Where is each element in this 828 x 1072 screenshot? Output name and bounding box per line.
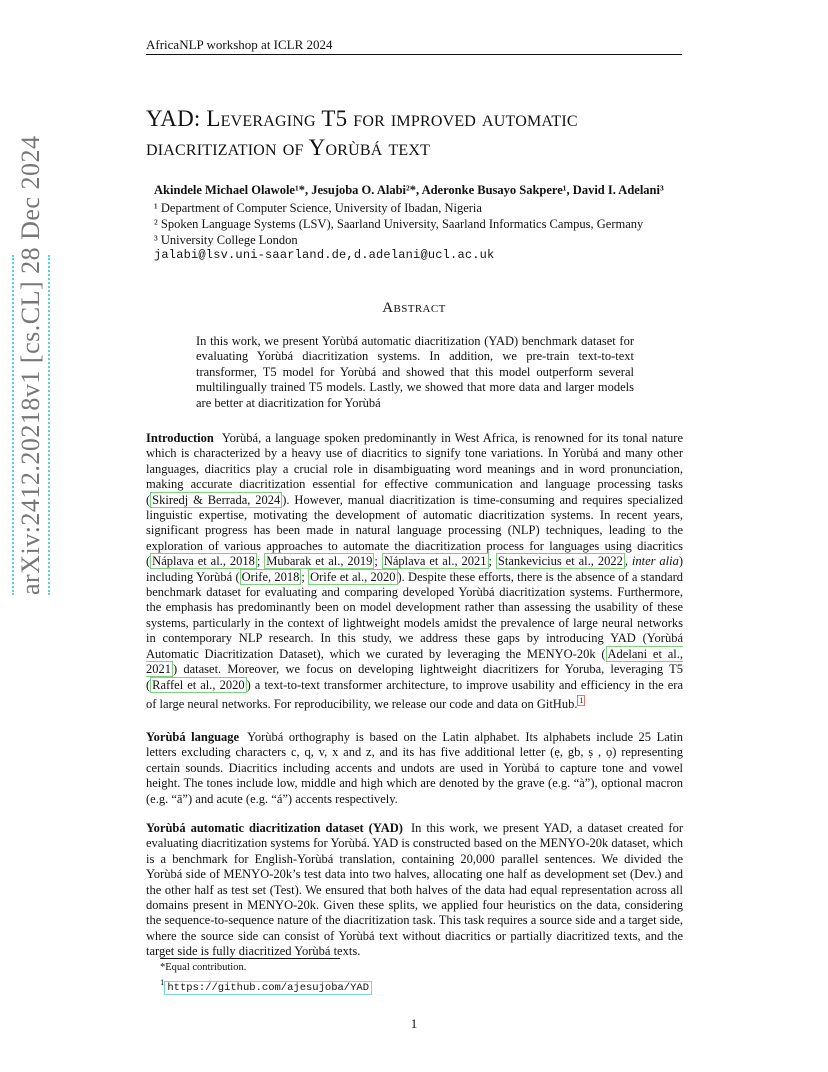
- citation-link[interactable]: Orife, 2018: [241, 569, 300, 584]
- footnote-rule: [160, 958, 340, 959]
- yad-dataset-heading: Yorùbá automatic diacritization dataset (YAD): [146, 821, 403, 835]
- citation-link[interactable]: Mubarak et al., 2019: [266, 554, 373, 569]
- affiliation-1: ¹ Department of Computer Science, University of Ibadan, Nigeria: [154, 201, 482, 215]
- yad-dataset-paragraph: Yorùbá automatic diacritization dataset (YAD) In this work, we present YAD, a dataset created for evaluating diacritization systems for Yorùbá. YAD is constructed based on the MENYO-20k dataset, which is a benchmark for English-Yorùbá translation, containing 20,000 parallel sentences. We divided the Yorùbá side of MENYO-20k’s test data into two halves, allocating one half as development set (Dev.) and the other half as test set (Test). We ensured that both halves of the data had equal representation across all domains present in MENYO-20k. Given these splits, we applied four heuristics on the data, considering the sequence-to-sequence nature of the diacritization task. This task requires a source side and a target side, where the source side can consist of Yorùbá text without diacritics or partially diacritized texts, and the target side is fully diacritized Yorùbá texts.: [146, 821, 683, 959]
- title-line-1: YAD: Leveraging T5 for improved automatic: [146, 106, 578, 131]
- arxiv-id[interactable]: arXiv:2412.20218v1 [cs.CL] 28 Dec 2024: [16, 135, 45, 595]
- page-number: 1: [410, 1016, 418, 1031]
- title-line-2: diacritization of Yorùbá text: [146, 135, 431, 160]
- citation-link[interactable]: Stankevicius et al., 2022: [497, 554, 623, 569]
- paper-title: [146, 104, 706, 162]
- citation-link[interactable]: Adelani et al., 2021: [146, 646, 683, 677]
- author-list: Akindele Michael Olawole¹*, Jesujoba O. Alabi²*, Aderonke Busayo Sakpere¹, David I. Adelani³: [154, 183, 664, 197]
- github-link[interactable]: https://github.com/ajesujoba/YAD: [164, 981, 372, 995]
- yoruba-language-heading: Yorùbá language: [146, 730, 240, 744]
- citation-link[interactable]: Skiredj & Berrada, 2024: [152, 492, 281, 507]
- footnote-link[interactable]: 1: [579, 695, 584, 705]
- affiliation-3: ³ University College London: [154, 233, 298, 247]
- intro-paragraph: Introduction Yorùbá, a language spoken predominantly in West Africa, is renowned for its tonal nature which is characterized by a heavy use of diacritics to signify tone variations. In Yorùbá and many other languages, diacritics play a crucial role in disambiguating word meanings and in word pronunciation, making accurate diacritization essential for effective communication and language processing tasks ( Skiredj & Berrada, 2024 ). However, manual diacritization is time-consuming and requires specialized linguistic expertise, motivating the development of automatic diacritization systems. In recent years, significant progress has been made in natural language processing (NLP) techniques, leading to the exploration of various approaches to automate the diacritization process for languages using diacritics ( Náplava et al., 2018 ; Mubarak et al., 2019 ; Náplava et al., 2021 ; Stankevicius et al., 2022 , inter alia) including Yorùbá ( Orife, 2018 ; Orife et al., 2020 ). Despite these efforts, there is the absence of a standard benchmark dataset for evaluating and comparing developed Yorùbá diacritization systems. Furthermore, the emphasis has predominantly been on model development rather than assessing the usability of these systems, particularly in the context of lightweight models amidst the prevalence of large neural networks in contemporary NLP research. In this study, we address these gaps by introducing YAD (Yorùbá Automatic Diacritization Dataset), which we curated by leveraging the MENYO-20k ( Adelani et al., 2021 ) dataset. Moreover, we focus on developing lightweight diacritizers for Yoruba, leveraging T5 ( Raffel et al., 2020 ) a text-to-text transformer architecture, to improve usability and efficiency in the era of large neural networks. For reproducibility, we release our code and data on GitHub. $^1$: [146, 431, 684, 712]
- footnote-1: $^1$ https://github.com/ajesujoba/YAD: [160, 977, 372, 994]
- citation-link[interactable]: Náplava et al., 2018: [152, 554, 255, 569]
- citation-link[interactable]: Raffel et al., 2020: [152, 677, 245, 692]
- abstract-heading: Abstract: [382, 300, 446, 316]
- running-header: AfricaNLP workshop at ICLR 2024: [146, 37, 333, 52]
- citation-link[interactable]: Náplava et al., 2021: [383, 554, 487, 569]
- footnote-equal-contribution: *Equal contribution.: [160, 962, 247, 973]
- citation-link[interactable]: Orife et al., 2020: [310, 569, 396, 584]
- intro-heading: Introduction: [146, 431, 214, 445]
- affiliation-2: ² Spoken Language Systems (LSV), Saarland University, Saarland Informatics Campus, Germany: [154, 217, 644, 231]
- header-rule: [146, 54, 682, 55]
- contact-email[interactable]: jalabi@lsv.uni-saarland.de,d.adelani@ucl.ac.uk: [154, 248, 495, 262]
- yoruba-language-paragraph: Yorùbá language Yorùbá orthography is based on the Latin alphabet. Its alphabets include 25 Latin letters excluding characters c, q, v, x and z, and its has five additional letter (ẹ, gb, ṣ , ọ) representing certain sounds. Diacritics including accents and undots are used in Yorùbá to capture tone and vowel height. The tones include low, middle and high which are denoted by the grave (e.g. “à”), optional macron (e.g. “ā”) and acute (e.g. “á”) accents respectively.: [146, 730, 683, 806]
- abstract-text: In this work, we present Yorùbá automatic diacritization (YAD) benchmark dataset for evaluating Yorùbá diacritization systems. In addition, we pre-train text-to-text transformer, T5 model for Yorùbá and showed that this model outperform several multilingually trained T5 models. Lastly, we showed that more data and larger models are better at diacritization for Yorùbá: [196, 334, 634, 410]
